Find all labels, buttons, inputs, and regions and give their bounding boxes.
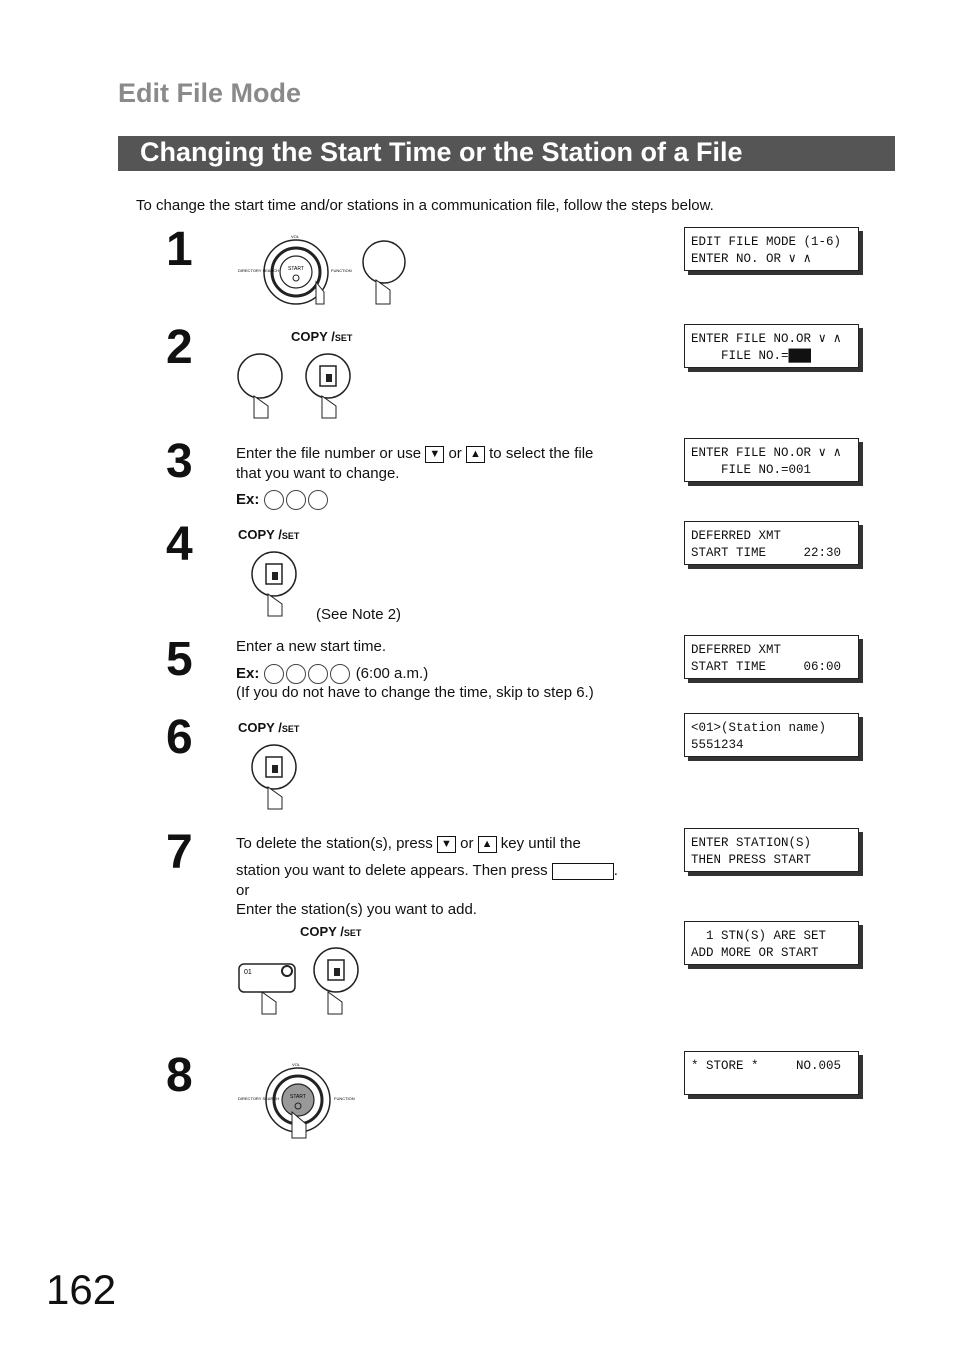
lcd-display: DEFERRED XMT START TIME 22:30 xyxy=(684,521,859,565)
svg-text:01: 01 xyxy=(244,969,252,976)
step-3-text-line2: that you want to change. xyxy=(236,465,400,482)
copy-set-label: COPY /SET xyxy=(238,527,300,542)
lcd-display: EDIT FILE MODE (1-6) ENTER NO. OR ∨ ∧ xyxy=(684,227,859,271)
example-row: Ex: (6:00 a.m.) xyxy=(236,664,428,684)
number-key-icon xyxy=(286,490,306,510)
svg-text:DIRECTORY SEARCH: DIRECTORY SEARCH xyxy=(238,268,280,273)
number-key-icon xyxy=(308,664,328,684)
step-7-or: or xyxy=(236,882,250,899)
up-arrow-key-icon: ▲ xyxy=(478,836,497,853)
copy-set-label: COPY /SET xyxy=(300,924,362,939)
number-key-icon xyxy=(264,664,284,684)
svg-text:VOL: VOL xyxy=(291,234,300,239)
lcd-display: ENTER FILE NO.OR ∨ ∧ FILE NO.=001 xyxy=(684,438,859,482)
copy-set-label: COPY /SET xyxy=(291,329,353,344)
note-reference: (See Note 2) xyxy=(316,606,402,623)
step-number: 1 xyxy=(166,223,193,276)
page-title: Changing the Start Time or the Station of a File xyxy=(140,137,743,167)
svg-text:VOL: VOL xyxy=(292,1062,301,1067)
control-panel-icon xyxy=(236,234,406,310)
step-7-text: To delete the station(s), press ▼ or ▲ key until the xyxy=(236,835,581,852)
intro-text: To change the start time and/or stations in a communication file, follow the steps below. xyxy=(136,197,714,214)
step-number: 7 xyxy=(166,826,193,879)
svg-text:START: START xyxy=(290,1094,306,1100)
svg-text:DIRECTORY SEARCH: DIRECTORY SEARCH xyxy=(238,1096,280,1101)
number-key-icon xyxy=(308,490,328,510)
number-key-icon xyxy=(264,490,284,510)
lcd-display: DEFERRED XMT START TIME 06:00 xyxy=(684,635,859,679)
lcd-display: ENTER STATION(S) THEN PRESS START xyxy=(684,828,859,872)
step-5-note: (If you do not have to change the time, skip to step 6.) xyxy=(236,684,594,701)
lcd-display: * STORE * NO.005 xyxy=(684,1051,859,1095)
copy-set-button-icon xyxy=(250,743,306,813)
copy-set-button-icon xyxy=(250,550,306,620)
lcd-display: ENTER FILE NO.OR ∨ ∧ FILE NO.=███ xyxy=(684,324,859,368)
step-7-text-line3: Enter the station(s) you want to add. xyxy=(236,901,477,918)
copy-set-button-icon xyxy=(236,352,356,424)
step-number: 6 xyxy=(166,711,193,764)
svg-text:FUNCTION: FUNCTION xyxy=(334,1096,355,1101)
page-number: 162 xyxy=(46,1266,117,1313)
copy-set-label: COPY /SET xyxy=(238,720,300,735)
lcd-display: 1 STN(S) ARE SET ADD MORE OR START xyxy=(684,921,859,965)
svg-text:START: START xyxy=(288,266,304,272)
lcd-display: <01>(Station name) 5551234 xyxy=(684,713,859,757)
step-7-text-line2: station you want to delete appears. Then press . xyxy=(236,862,618,879)
step-5-text: Enter a new start time. xyxy=(236,638,387,655)
step-number: 5 xyxy=(166,633,193,686)
start-button-icon xyxy=(236,1062,366,1142)
number-key-icon xyxy=(330,664,350,684)
down-arrow-key-icon: ▼ xyxy=(425,446,444,463)
step-number: 4 xyxy=(166,518,193,571)
section-label: Edit File Mode xyxy=(118,78,302,108)
up-arrow-key-icon: ▲ xyxy=(466,446,485,463)
down-arrow-key-icon: ▼ xyxy=(437,836,456,853)
example-row: Ex: xyxy=(236,490,330,510)
step-number: 8 xyxy=(166,1049,193,1102)
one-touch-and-copy-set-icon xyxy=(236,946,366,1018)
svg-text:FUNCTION: FUNCTION xyxy=(331,268,352,273)
title-bar xyxy=(118,136,895,171)
step-3-text: Enter the file number or use ▼ or ▲ to select the file xyxy=(236,445,594,462)
step-number: 3 xyxy=(166,435,193,488)
step-number: 2 xyxy=(166,321,193,374)
clear-key-icon xyxy=(552,863,614,880)
number-key-icon xyxy=(286,664,306,684)
